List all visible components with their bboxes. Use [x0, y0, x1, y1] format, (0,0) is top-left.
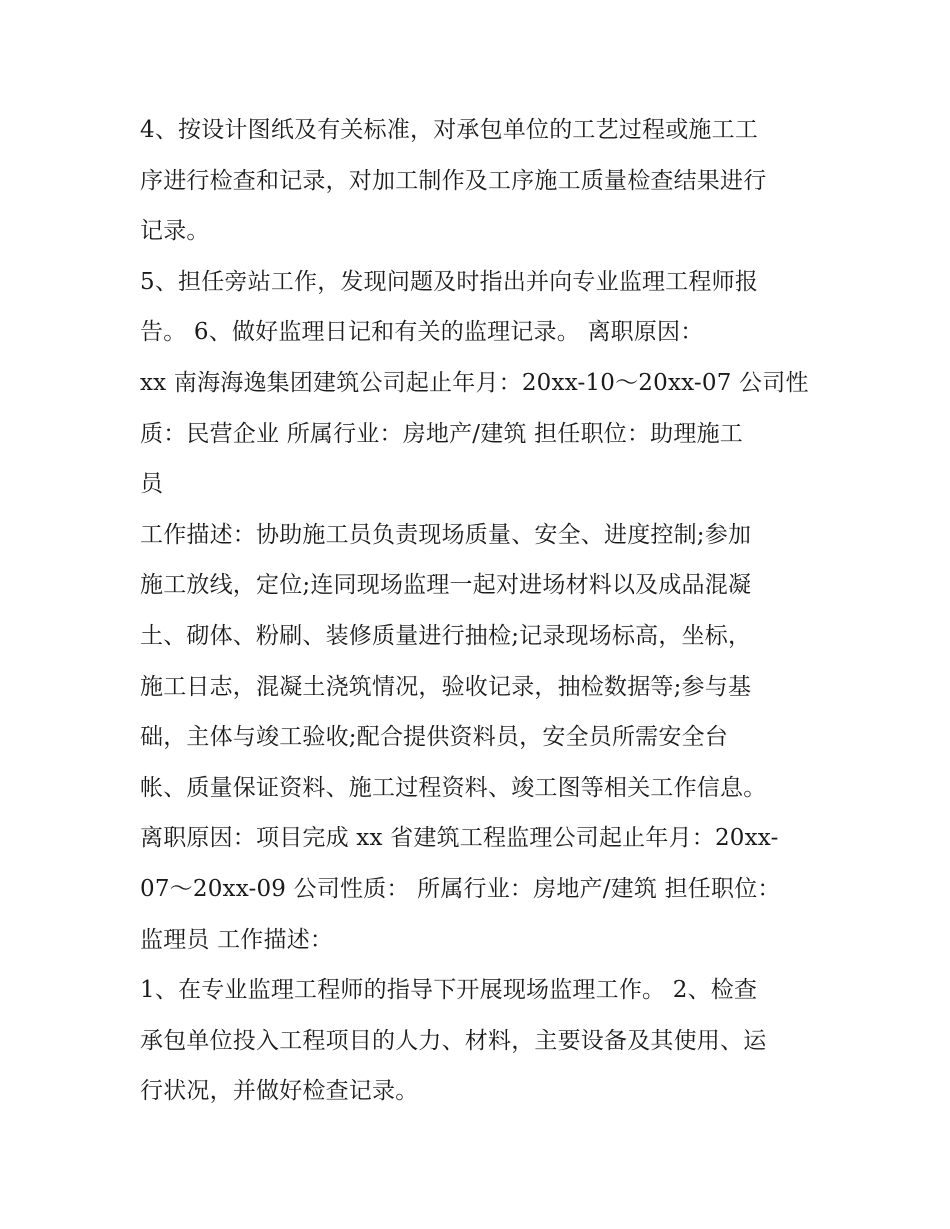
- text-line-7: 质：民营企业 所属行业：房地产/建筑 担任职位：助理施工: [140, 420, 743, 447]
- text-line-4: 5、担任旁站工作，发现问题及时指出并向专业监理工程师报: [140, 268, 759, 295]
- text-line-5: 告。 6、做好监理日记和有关的监理记录。 离职原因：: [140, 319, 704, 346]
- text-line-10: 施工放线，定位;连同现场监理一起对进场材料以及成品混凝: [140, 572, 752, 599]
- text-line-2: 序进行检查和记录，对加工制作及工序施工质量检查结果进行: [140, 167, 767, 194]
- text-line-3: 记录。: [140, 218, 210, 245]
- text-line-11: 土、砌体、粉刷、装修质量进行抽检;记录现场标高，坐标，: [140, 622, 752, 649]
- text-line-19: 承包单位投入工程项目的人力、材料，主要设备及其使用、运: [140, 1027, 767, 1054]
- text-line-14: 帐、质量保证资料、施工过程资料、竣工图等相关工作信息。: [140, 774, 767, 801]
- text-line-20: 行状况，并做好检查记录。: [140, 1078, 419, 1105]
- text-line-12: 施工日志，混凝土浇筑情况，验收记录，抽检数据等;参与基: [140, 673, 752, 700]
- text-line-6: xx 南海海逸集团建筑公司起止年月：20xx-10～20xx-07 公司性: [140, 369, 809, 396]
- text-line-18: 1、在专业监理工程师的指导下开展现场监理工作。 2、检查: [140, 977, 758, 1004]
- text-line-16: 07～20xx-09 公司性质： 所属行业：房地产/建筑 担任职位：: [140, 875, 781, 902]
- text-line-15: 离职原因：项目完成 xx 省建筑工程监理公司起止年月：20xx-: [140, 825, 779, 852]
- text-line-8: 员: [140, 471, 164, 498]
- text-line-1: 4、按设计图纸及有关标准，对承包单位的工艺过程或施工工: [140, 117, 759, 143]
- text-line-9: 工作描述：协助施工员负责现场质量、安全、进度控制;参加: [140, 521, 752, 548]
- text-line-17: 监理员 工作描述：: [140, 926, 334, 953]
- text-line-13: 础，主体与竣工验收;配合提供资料员，安全员所需安全台: [140, 724, 728, 751]
- document-body: [140, 105, 820, 1117]
